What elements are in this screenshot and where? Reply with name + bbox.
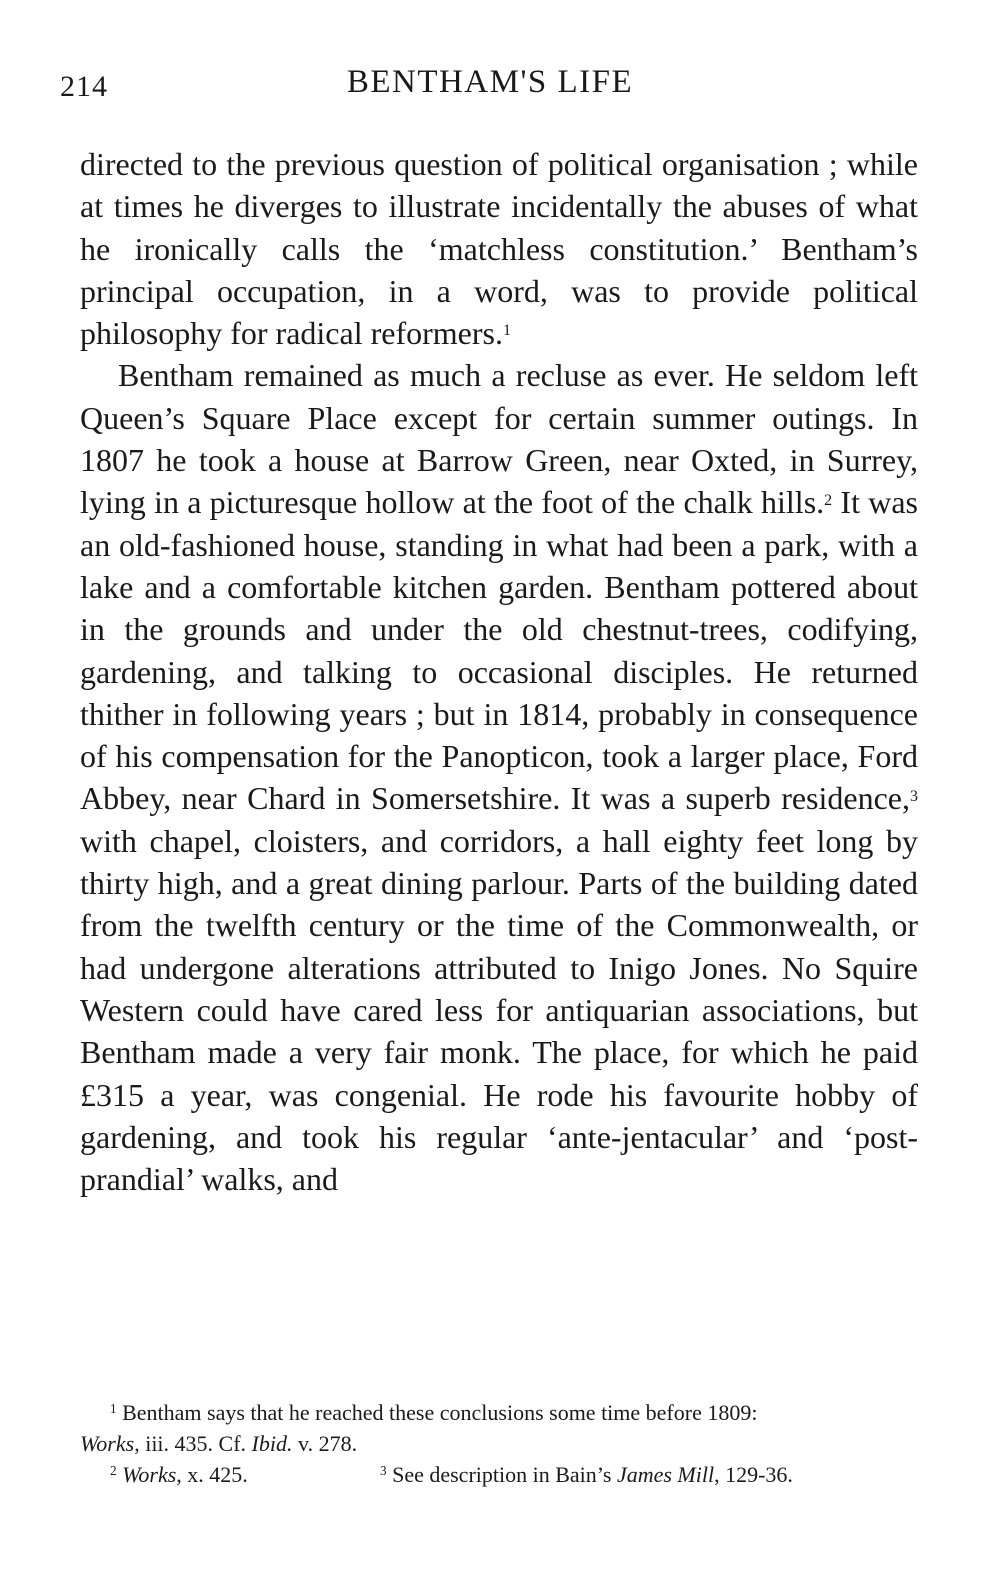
- footnote-1: [80, 1397, 920, 1428]
- body-text: [80, 143, 918, 1200]
- paragraph-2-text-c: with chapel, cloisters, and corridors, a hall eighty feet long by thirty high, and a great dining parlour. Parts of the building dated from the twelfth century or the time of the Commonwealth, or had undergone alterations attributed to Inigo Jones. No Squire Western could have cared less for antiquarian associations, but Bentham made a very fair monk. The place, for which he paid £315 a year, was congenial. He rode his favourite hobby of gardening, and took his regular ‘ante-jentacular’ and ‘post-prandial’ walks, and: [80, 822, 918, 1198]
- footnote-1-text-a: Bentham says that he reached these conclusions some time before 1809:: [122, 1400, 758, 1425]
- paragraph-2: [80, 354, 918, 1200]
- footnote-ref-2: 2: [824, 491, 833, 509]
- footnote-ref-1: 1: [502, 322, 511, 340]
- footnote-1-text-c: v. 278.: [292, 1431, 358, 1456]
- footnote-3-text-b: , 129-36.: [714, 1462, 793, 1487]
- paragraph-1: [80, 143, 918, 354]
- footnote-3: [380, 1459, 793, 1490]
- footnote-3-title: James Mill: [616, 1462, 715, 1487]
- running-head: BENTHAM'S LIFE: [346, 64, 634, 100]
- footnote-row-2-3: [80, 1459, 920, 1490]
- footnote-1-text-b: , iii. 435. Cf.: [134, 1431, 252, 1456]
- footnote-1-marker: 1: [110, 1400, 117, 1416]
- paragraph-2-text-a: Bentham remained as much a recluse as ever. He seldom left Queen’s Square Place except for certain summer outings. In 1807 he took a house at Barrow Green, near Oxted, in Surrey, lying in a picturesque hollow at the foot of the chalk hills.: [80, 357, 918, 521]
- paragraph-2-text-b: It was an old-fashioned house, standing in what had been a park, with a lake and a comfortable kitchen garden. Bentham pottered about in the grounds and under the old chestnut-trees, codifying, gardening, and talking to occasional disciples. He returned thither in following years ; but in 1814, probably in consequence of his compensation for the Panopticon, took a larger place, Ford Abbey, near Chard in Somersetshire. It was a superb residence,: [80, 484, 919, 817]
- footnote-2-text: , x. 425.: [176, 1462, 248, 1487]
- footnote-2: [80, 1459, 380, 1490]
- footnote-2-works: Works: [122, 1462, 177, 1487]
- footnote-ref-3: 3: [910, 787, 918, 805]
- footnote-1-works: Works: [80, 1431, 135, 1456]
- footnote-3-text-a: See description in Bain’s: [392, 1462, 617, 1487]
- footnote-3-marker: 3: [380, 1462, 387, 1478]
- footnote-2-marker: 2: [110, 1462, 117, 1478]
- footnote-1-continued: [80, 1428, 920, 1459]
- page-number: 214: [60, 70, 108, 103]
- page-header: [60, 62, 920, 112]
- footnote-1-ibid: Ibid.: [251, 1431, 293, 1456]
- paragraph-1-text: directed to the previous question of political organisation ; while at times he diverges to illustrate incidentally the abuses of what he ironically calls the ‘matchless constitution.’ Bentham’s principal occupation, in a word, was to provide political philosophy for radical reformers.: [80, 146, 918, 352]
- footnotes: [80, 1397, 920, 1490]
